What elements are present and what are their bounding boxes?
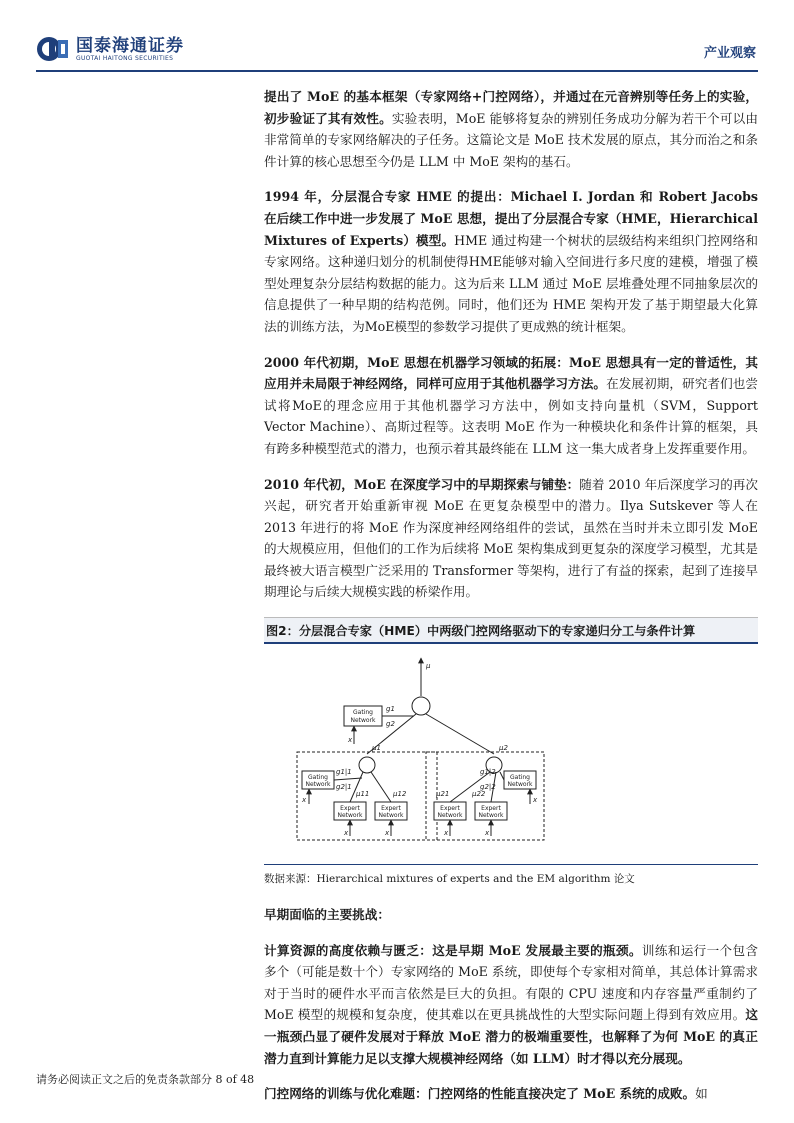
hme-diagram (264, 644, 758, 865)
paragraph-lead: 1994 年，分层混合专家 HME 的提出：Michael I. Jordan 和 Robert Jacobs 在后续工作中进一步发展了 MoE 思想，提出了分层混合专家（HME，Hierarchical Mixtures of Experts）模型。 (264, 189, 758, 248)
top-combiner-node (412, 697, 430, 715)
challenge-body: 如 (695, 1086, 708, 1102)
left-combiner-node (359, 757, 375, 773)
paragraph-body: HME 通过构建一个树状的层级结构来组织门控网络和专家网络。这种递归划分的机制使得HME能够对输入空间进行多尺度的建模，增强了模型处理复杂分层结构数据的能力。这为后来 LLM 通过 MoE 层堆叠处理不同抽象层次的信息提供了一种早期的结构范例。同时，他们还为 HME 架构开发了基于期望最大化算法的训练方法，为MoE模型的参数学习提供了更成熟的统计框架。 (264, 232, 759, 334)
hme-diagram-svg (264, 644, 758, 864)
expert-text-4b: Network (478, 812, 504, 820)
label-g12: g1|2 (480, 768, 496, 777)
label-x-expert-4: x (485, 829, 490, 838)
paragraph-2010s (264, 474, 758, 604)
expert-text-2b: Network (378, 812, 404, 820)
label-g2: g2 (386, 720, 395, 729)
label-x-expert-2: x (385, 829, 390, 838)
label-mu21: μ21 (436, 790, 450, 799)
figure-title: 图2：分层混合专家（HME）中两级门控网络驱动下的专家递归分工与条件计算 (264, 617, 758, 644)
challenges-heading (264, 904, 758, 926)
right-gating-text-2: Network (507, 781, 533, 789)
label-x-expert-3: x (444, 829, 449, 838)
challenge-gating (264, 1083, 758, 1105)
report-type-label: 产业观察 (703, 46, 756, 61)
label-mu12: μ12 (393, 790, 407, 799)
challenges-heading-text: 早期面临的主要挑战： (264, 907, 390, 923)
label-mu22: μ22 (472, 790, 486, 799)
right-gating-text-1: Gating (510, 774, 530, 782)
left-gating-text-1: Gating (308, 774, 328, 782)
paragraph-body: 实验表明，MoE 能够将复杂的辨别任务成功分解为若干个可以由非常简单的专家网络解决的子任务。这篇论文是 MoE 技术发展的原点，其分而治之和条件计算的核心思想至今仍是 LLM 中 MoE 架构的基石。 (264, 110, 758, 169)
label-g22: g2|2 (480, 783, 496, 792)
header-divider (36, 70, 758, 72)
challenge-compute (264, 940, 758, 1070)
page-header (0, 0, 794, 70)
top-gating-text-2: Network (350, 717, 376, 725)
paragraph-lead: 2000 年代初期，MoE 思想在机器学习领域的拓展：MoE 思想具有一定的普适性，其应用并未局限于神经网络，同样可应用于其他机器学习方法。 (264, 354, 758, 392)
main-content (264, 86, 758, 1119)
expert-text-3b: Network (437, 812, 463, 820)
label-x-right-gate: x (533, 796, 538, 805)
paragraph-body: 随着 2010 年后深度学习的再次兴起，研究者开始重新审视 MoE 在更复杂模型中的潜力。Ilya Sutskever 等人在 2013 年进行的将 MoE 作为深度神经网络组件的尝试，虽然在当时并未立即引发 MoE 的大规模应用，但他们的工作为后续将 MoE 架构集成到更复杂的深度学习模型，尤其是最终被大语言模型广泛采用的 Transformer 等架构，进行了有益的探索，起到了连接早期理论与后续大规模实践的桥梁作用。 (264, 476, 758, 600)
expert-text-2a: Expert (381, 805, 401, 813)
logo-name-cn: 国泰海通证券 (76, 35, 184, 56)
label-g21: g2|1 (336, 783, 352, 792)
label-g1: g1 (386, 705, 395, 714)
paragraph-lead: 2010 年代初，MoE 在深度学习中的早期探索与铺垫： (264, 476, 580, 492)
paragraph-2000s (264, 352, 758, 460)
logo-mark-icon (36, 36, 70, 62)
label-x-left-gate: x (302, 796, 307, 805)
expert-text-1b: Network (337, 812, 363, 820)
logo-name-en: GUOTAI HAITONG SECURITIES (76, 54, 174, 62)
paragraph-body: 在发展初期，研究者们也尝试将MoE的理念应用于其他机器学习方法中，例如支持向量机（SVM，Support Vector Machine）、高斯过程等。这表明 MoE 作为一种模块化和条件计算的框架，具有跨多种模型范式的潜力，也预示着其最终能在 LLM 这一集大成者身上发挥重要作用。 (264, 376, 759, 456)
left-gating-text-2: Network (305, 781, 331, 789)
challenge-emphasis: 这一瓶颈凸显了硬件发展对于释放 MoE 潜力的极端重要性，也解释了为何 MoE 的真正潜力直到计算能力足以支撑大规模神经网络（如 LLM）时才得以充分展现。 (264, 1007, 758, 1066)
footer-disclaimer: 请务必阅读正文之后的免责条款部分 8 of 48 (36, 1073, 255, 1086)
challenge-lead: 计算资源的高度依赖与匮乏：这是早期 MoE 发展最主要的瓶颈。 (264, 942, 642, 958)
expert-text-3a: Expert (440, 805, 460, 813)
top-gating-text-1: Gating (353, 709, 373, 717)
label-mu: μ (426, 662, 431, 671)
label-mu1: μ1 (372, 744, 381, 753)
paragraph-lead: 提出了 MoE 的基本框架（专家网络+门控网络），并通过在元音辨别等任务上的实验，初步验证了其有效性。 (264, 89, 758, 126)
challenge-body: 训练和运行一个包含多个（可能是数十个）专家网络的 MoE 系统，即使每个专家相对简单，其总体计算需求对于当时的硬件水平而言依然是巨大的负担。有限的 CPU 速度和内存容量严重制约了 MoE 模型的规模和复杂度，使其难以在更具挑战性的大型实际问题上得到有效应用。 (264, 942, 758, 1023)
company-logo (36, 36, 184, 62)
label-x-expert-1: x (344, 829, 349, 838)
label-mu2: μ2 (499, 744, 508, 753)
label-g11: g1|1 (336, 768, 352, 777)
expert-text-4a: Expert (481, 805, 501, 813)
label-mu11: μ11 (356, 790, 370, 799)
paragraph-hme-1994 (264, 186, 758, 337)
figure-source: 数据来源：Hierarchical mixtures of experts and the EM algorithm 论文 (264, 873, 635, 886)
paragraph-moe-framework (264, 86, 758, 172)
expert-text-1a: Expert (340, 805, 360, 813)
label-x-top: x (348, 736, 353, 745)
challenge-lead: 门控网络的训练与优化难题：门控网络的性能直接决定了 MoE 系统的成败。 (264, 1086, 696, 1102)
